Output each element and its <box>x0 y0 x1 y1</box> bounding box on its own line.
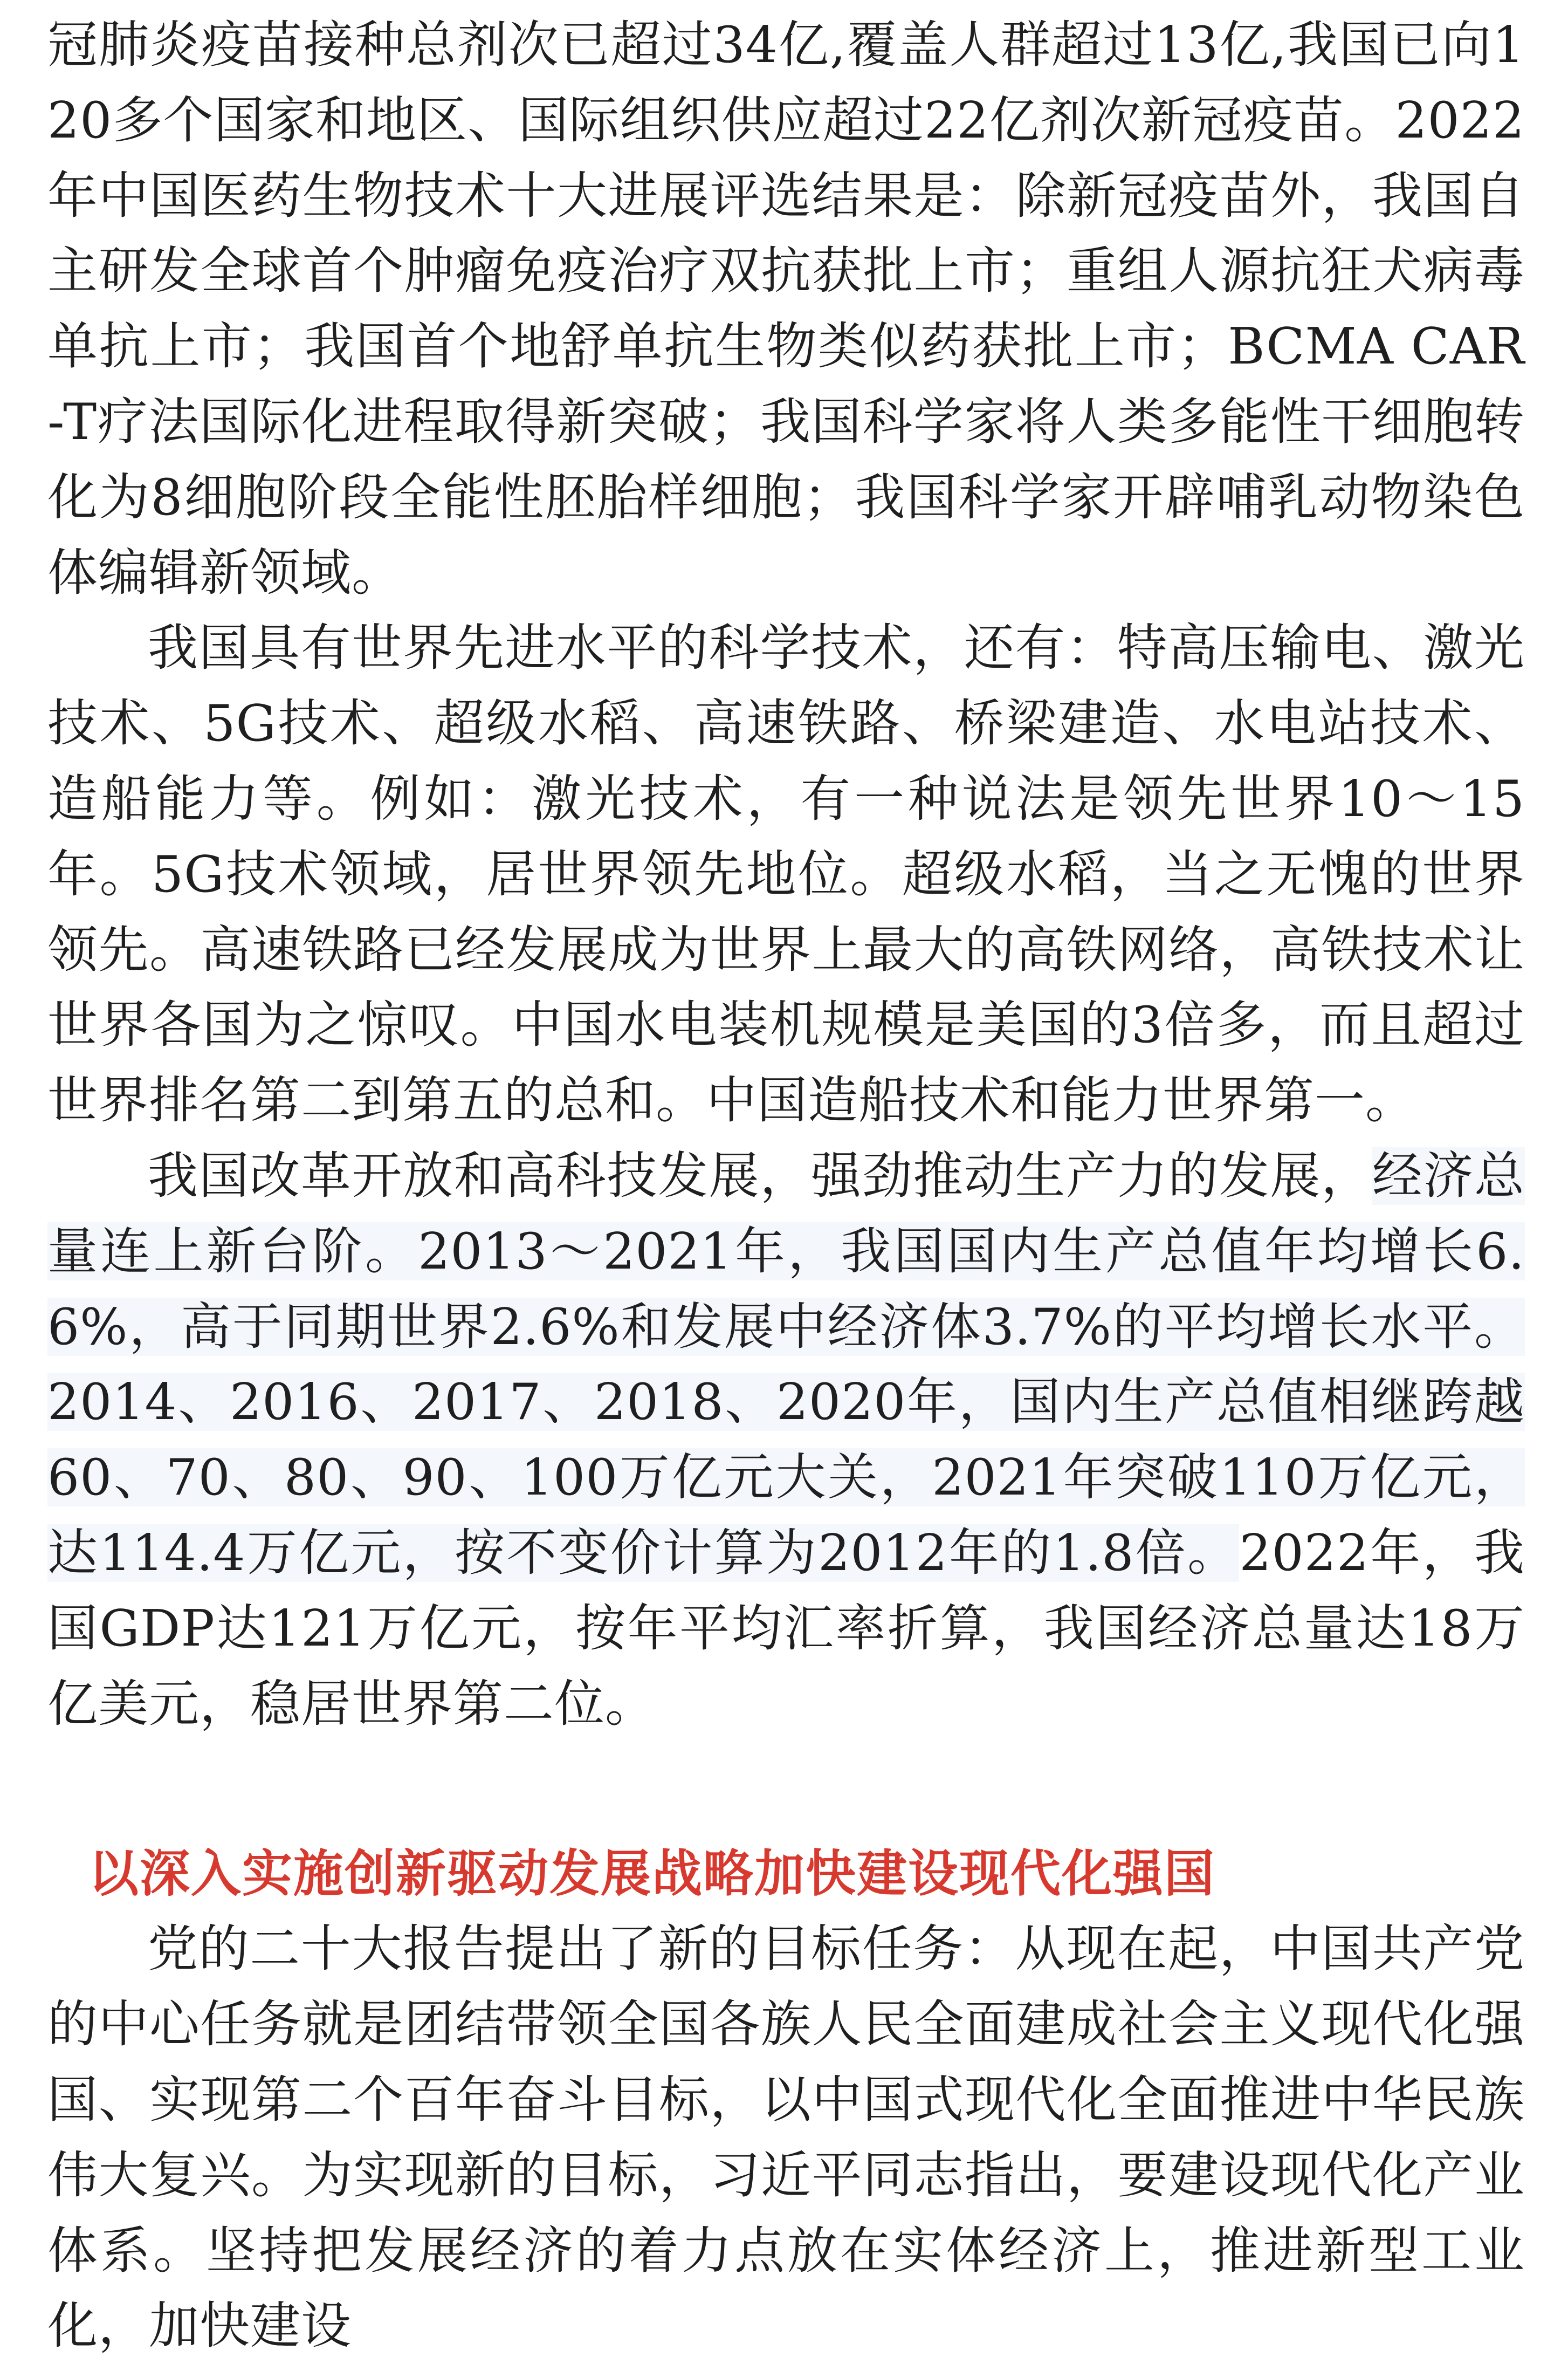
paragraph-text: 我国具有世界先进水平的科学技术，还有：特高压输电、激光技术、5G技术、超级水稻、高速铁路、桥梁建造、水电站技术、造船能力等。例如：激光技术，有一种说法是领先世界10～15年。5G技术领域，居世界领先地位。超级水稻，当之无愧的世界领先。高速铁路已经发展成为世界上最大的高铁网络，高铁技术让世界各国为之惊叹。中国水电装机规模是美国的3倍多，而且超过世界排名第二到第五的总和。中国造船技术和能力世界第一。 <box>47 619 1525 1130</box>
paragraph-economic-growth <box>47 1139 1525 1742</box>
paragraph-vaccines-biotech <box>47 8 1525 611</box>
section-spacer <box>47 1742 1525 1836</box>
paragraph-twentieth-congress <box>47 1911 1525 2364</box>
highlighted-text: 经济总量连上新台阶。2013～2021年，我国国内生产总值年均增长6.6%，高于同期世界2.6%和发展中经济体3.7%的平均增长水平。2014、2016、2017、2018、2020年，国内生产总值相继跨越60、70、80、90、100万亿元大关，2021年突破110万亿元，达114.4万亿元，按不变价计算为2012年的1.8倍。 <box>47 1146 1525 1582</box>
paragraph-text: 2022年，我国GDP达121万亿元，按年平均汇率折算，我国经济总量达18万亿美元，稳居世界第二位。 <box>47 1523 1525 1733</box>
section-heading: 以深入实施创新驱动发展战略加快建设现代化强国 <box>88 1844 1215 1903</box>
paragraph-text: 冠肺炎疫苗接种总剂次已超过34亿,覆盖人群超过13亿,我国已向120多个国家和地区、国际组织供应超过22亿剂次新冠疫苗。2022年中国医药生物技术十大进展评选结果是：除新冠疫苗外，我国自主研发全球首个肿瘤免疫治疗双抗获批上市；重组人源抗狂犬病毒单抗上市；我国首个地舒单抗生物类似药获批上市；BCMA CAR-T疗法国际化进程取得新突破；我国科学家将人类多能性干细胞转化为8细胞阶段全能性胚胎样细胞；我国科学家开辟哺乳动物染色体编辑新领域。 <box>47 16 1525 602</box>
paragraph-text: 我国改革开放和高科技发展，强劲推动生产力的发展， <box>148 1146 1372 1205</box>
document-page <box>47 8 1525 2364</box>
paragraph-advanced-technologies <box>47 611 1525 1139</box>
paragraph-text: 党的二十大报告提出了新的目标任务：从现在起，中国共产党的中心任务就是团结带领全国各族人民全面建成社会主义现代化强国、实现第二个百年奋斗目标，以中国式现代化全面推进中华民族伟大复兴。为实现新的目标，习近平同志指出，要建设现代化产业体系。坚持把发展经济的着力点放在实体经济上，推进新型工业化，加快建设 <box>47 1920 1525 2355</box>
